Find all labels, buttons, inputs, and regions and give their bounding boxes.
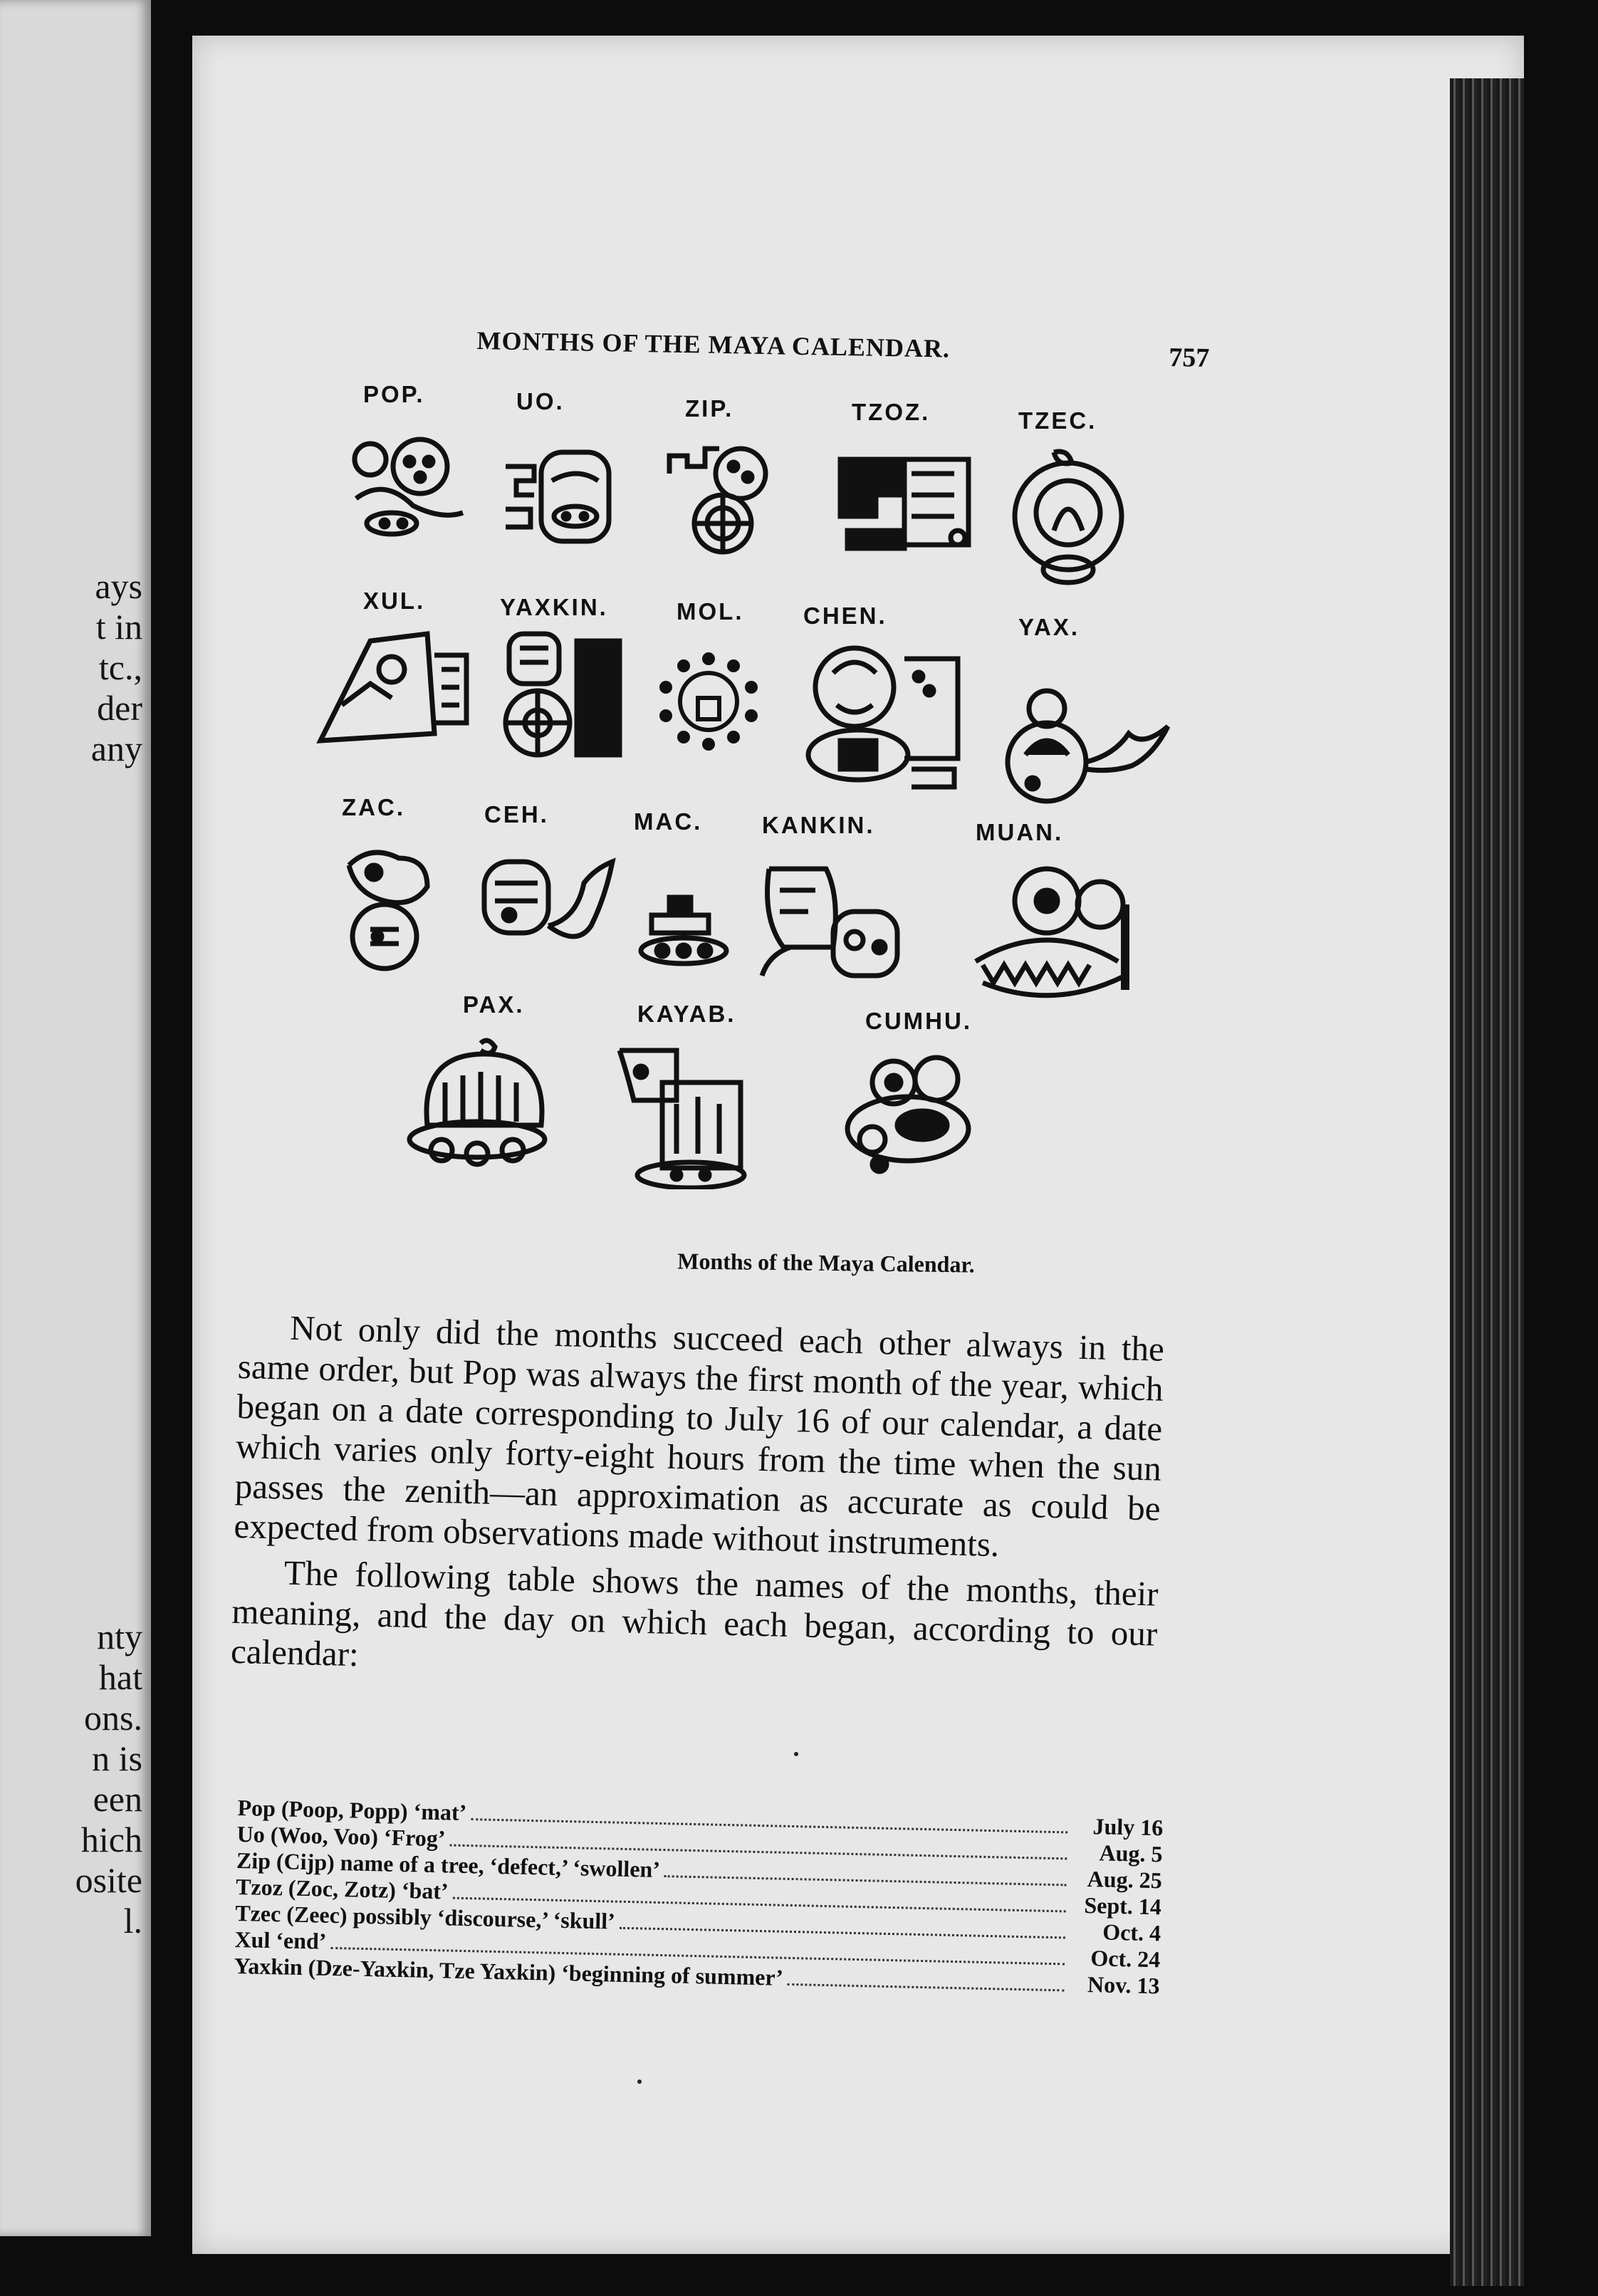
facing-line: ays: [95, 566, 142, 606]
mac-glyph-icon: [630, 890, 737, 969]
month-date-cell: Nov. 13: [1087, 1971, 1160, 1999]
zip-glyph-icon: [662, 438, 783, 559]
tzec-glyph-icon: [1004, 445, 1132, 595]
month-name-cell: Tzoz (Zoc, Zotz) ‘bat’: [235, 1873, 449, 1904]
cumhu-glyph-icon: [837, 1050, 979, 1179]
glyph-label-ceh: CEH.: [484, 801, 549, 828]
facing-line: osite: [75, 1860, 142, 1900]
facing-page-text-top: [0, 566, 142, 769]
pax-glyph-icon: [406, 1033, 548, 1168]
facing-line: hich: [80, 1820, 142, 1859]
facing-page-fragment: [0, 0, 151, 2236]
glyph-label-tzec: TZEC.: [1018, 407, 1097, 434]
facing-line: t in: [95, 607, 142, 647]
month-name-cell: Tzec (Zeec) possibly ‘discourse,’ ‘skull’: [234, 1899, 616, 1934]
glyph-label-mol: MOL.: [677, 598, 744, 625]
print-speck: [794, 1752, 798, 1756]
month-name-cell: Xul ‘end’: [234, 1926, 327, 1954]
running-header-title: MONTHS OF THE MAYA CALENDAR.: [476, 325, 951, 363]
glyph-label-zac: ZAC.: [342, 794, 405, 820]
month-date-cell: Oct. 24: [1090, 1945, 1161, 1973]
figure-caption: Months of the Maya Calendar.: [677, 1248, 975, 1278]
glyph-label-mac: MAC.: [634, 808, 703, 835]
yax-glyph-icon: [997, 684, 1175, 812]
month-date-cell: Sept. 14: [1084, 1891, 1162, 1920]
page-number: 757: [1168, 342, 1210, 373]
glyph-label-pop: POP.: [363, 381, 425, 407]
facing-line: ons.: [84, 1698, 142, 1738]
leader-dots: [788, 1983, 1065, 1991]
tzoz-glyph-icon: [833, 445, 976, 559]
glyph-label-kankin: KANKIN.: [762, 812, 875, 838]
glyph-label-xul: XUL.: [363, 588, 426, 614]
month-date-cell: Aug. 5: [1099, 1840, 1163, 1867]
facing-line: nty: [97, 1617, 142, 1656]
glyph-label-chen: CHEN.: [803, 602, 887, 629]
glyph-label-tzoz: TZOZ.: [852, 399, 931, 425]
glyph-label-yaxkin: YAXKIN.: [500, 594, 608, 620]
ceh-glyph-icon: [477, 847, 620, 961]
month-name-cell: Zip (Cijp) name of a tree, ‘defect,’ ‘swollen’: [236, 1847, 661, 1882]
facing-line: l.: [123, 1901, 142, 1941]
facing-line: een: [93, 1779, 142, 1819]
body-text: [230, 1307, 1164, 1694]
maya-glyph-figure: [192, 36, 1524, 1246]
yaxkin-glyph-icon: [498, 627, 634, 769]
months-table: [234, 1795, 1163, 1999]
month-date-cell: July 16: [1092, 1813, 1164, 1841]
print-speck: [637, 2080, 642, 2084]
zac-glyph-icon: [335, 844, 442, 972]
facing-line: der: [97, 688, 142, 728]
glyph-label-muan: MUAN.: [976, 819, 1064, 845]
glyph-label-cumhu: CUMHU.: [865, 1008, 972, 1034]
xul-glyph-icon: [313, 627, 477, 748]
month-name-cell: Yaxkin (Dze-Yaxkin, Tze Yaxkin) ‘beginning of summer’: [234, 1952, 784, 1990]
facing-page-text-bottom: [0, 1617, 142, 1941]
facing-line: n is: [92, 1738, 142, 1778]
glyph-label-yax: YAX.: [1018, 614, 1080, 640]
glyph-label-pax: PAX.: [463, 991, 525, 1018]
month-name-cell: Pop (Poop, Popp) ‘mat’: [237, 1795, 467, 1826]
paragraph: The following table shows the names of the months, their meaning, and the day on which each began, according to our calendar:: [230, 1553, 1159, 1674]
kayab-glyph-icon: [612, 1040, 755, 1189]
chen-glyph-icon: [805, 637, 968, 794]
glyph-label-uo: UO.: [516, 388, 565, 414]
mol-glyph-icon: [655, 652, 762, 751]
month-date-cell: Aug. 25: [1087, 1866, 1163, 1894]
facing-line: hat: [98, 1657, 142, 1697]
uo-glyph-icon: [498, 445, 620, 552]
muan-glyph-icon: [968, 862, 1147, 1004]
glyph-label-zip: ZIP.: [685, 395, 734, 422]
month-date-cell: Oct. 4: [1102, 1919, 1161, 1946]
month-name-cell: Uo (Woo, Voo) ‘Frog’: [236, 1820, 446, 1852]
kankin-glyph-icon: [755, 855, 912, 990]
facing-line: tc.,: [98, 647, 142, 687]
pop-glyph-icon: [342, 434, 470, 548]
paragraph: Not only did the months succeed each other always in the same order, but Pop was always the first month of the year, which began on a date corresponding to July 16 of our calendar, a date which varies only forty-eight hours from the time when the sun passes the zenith—an approximation as accurate as could be expected from observations made without instruments.: [233, 1308, 1165, 1565]
book-page: [192, 36, 1524, 2254]
glyph-label-kayab: KAYAB.: [637, 1001, 736, 1027]
facing-line: any: [90, 729, 142, 768]
